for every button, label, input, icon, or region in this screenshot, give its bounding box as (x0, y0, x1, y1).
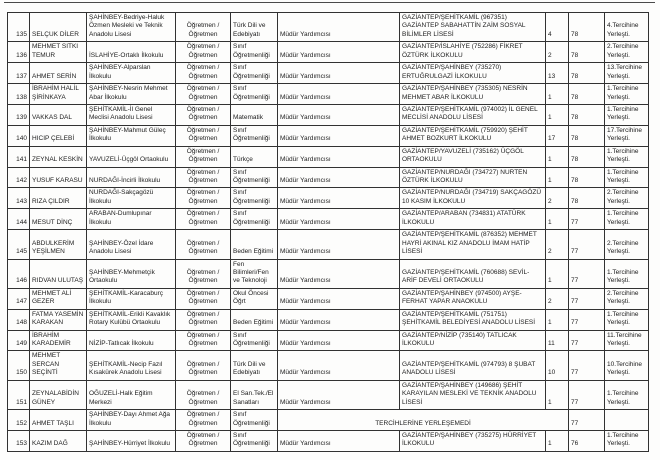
table-row (8, 351, 649, 380)
score-cell: 77 (569, 380, 605, 409)
assigned-school-cell: GAZİANTEP/ŞEHİTKAMİL (974793) 8 ŞUBAT ANADOLU LİSESİ (400, 351, 546, 380)
assigned-school-cell: GAZİANTEP/İSLAHİYE (752286) FİKRET ÖZTÜRK İLKOKULU (400, 42, 546, 63)
score-cell: 78 (569, 167, 605, 188)
teacher-name-cell: İBRAHİM KARADEMİR (30, 330, 87, 351)
current-school-cell: ŞEHİTKAMİL-Necip Fazıl Kısakürek Anadolu Lisesi (87, 351, 176, 380)
row-number-cell: 137 (8, 63, 30, 84)
row-number-cell: 144 (8, 209, 30, 230)
placement-result-cell (605, 410, 649, 431)
preference-order-cell: 13 (546, 63, 569, 84)
branch-cell: Türkçe (231, 146, 278, 167)
table-row (8, 288, 649, 309)
table-row (8, 330, 649, 351)
current-school-cell: ŞEHİTKAMİL-Erikli Kavaklık Rotary Kulübü Ortaokulu (87, 309, 176, 330)
row-number-cell: 136 (8, 42, 30, 63)
assigned-school-cell: GAZİANTEP/NİZİP (735140) TATLICAK İLKOKULU (400, 330, 546, 351)
placement-result-cell: 1.Tercihine Yerleşti. (605, 209, 649, 230)
branch-cell: Sınıf Öğretmenliği (231, 125, 278, 146)
preference-order-cell: 1 (546, 430, 569, 451)
row-number-cell: 153 (8, 430, 30, 451)
current-school-cell: NURDAĞI-İncirli İlkokulu (87, 167, 176, 188)
placement-result-cell: 1.Tercihine Yerleşti. (605, 167, 649, 188)
placement-result-cell: 1.Tercihine Yerleşti. (605, 259, 649, 288)
placement-result-cell: 2.Tercihine Yerleşti. (605, 188, 649, 209)
placement-result-cell: 13.Tercihine Yerleşti. (605, 63, 649, 84)
score-cell: 78 (569, 84, 605, 105)
table-row (8, 309, 649, 330)
assigned-school-cell: GAZİANTEP/ŞEHİTKAMİL (876352) MEHMET HAYRİ AKINAL KIZ ANADOLU İMAM HATİP LİSESİ (400, 230, 546, 259)
row-number-cell: 140 (8, 125, 30, 146)
table-row (8, 410, 649, 431)
score-cell: 77 (569, 309, 605, 330)
placement-result-cell: 2.Tercihine Yerleşti. (605, 288, 649, 309)
score-cell: 78 (569, 63, 605, 84)
position-cell: Öğretmen / Öğretmen (176, 309, 231, 330)
position-cell: Öğretmen / Öğretmen (176, 13, 231, 42)
current-school-cell: OĞUZELİ-Halk Eğitim Merkezi (87, 380, 176, 409)
teacher-name-cell: İBRAHİM HALİL ŞİRİNKAYA (30, 84, 87, 105)
current-school-cell: ŞAHİNBEY-Dayı Ahmet Ağa İlkokulu (87, 410, 176, 431)
score-cell: 77 (569, 288, 605, 309)
assigned-school-cell: GAZİANTEP/YAVUZELİ (735162) ÜÇGÖL ORTAOKULU (400, 146, 546, 167)
teacher-name-cell: KAZIM DAĞ (30, 430, 87, 451)
applied-role-cell: Müdür Yardımcısı (278, 146, 400, 167)
assigned-school-cell: GAZİANTEP/NURDAĞI (734727) NURTEN ÖZTÜRK İLKOKULU (400, 167, 546, 188)
placement-result-cell: 17.Tercihine Yerleşti. (605, 125, 649, 146)
row-number-cell: 135 (8, 13, 30, 42)
applied-role-cell: Müdür Yardımcısı (278, 430, 400, 451)
preference-order-cell: 17 (546, 125, 569, 146)
branch-cell: Sınıf Öğretmenliği (231, 188, 278, 209)
placement-result-cell: 1.Tercihine Yerleşti. (605, 430, 649, 451)
assigned-school-cell: GAZİANTEP/ŞEHİTKAMİL (974002) İL GENEL MECLİSİ ANADOLU LİSESİ (400, 104, 546, 125)
teacher-name-cell: ZEYNAL KESKİN (30, 146, 87, 167)
applied-role-cell: Müdür Yardımcısı (278, 167, 400, 188)
position-cell: Öğretmen / Öğretmen (176, 167, 231, 188)
table-row (8, 209, 649, 230)
row-number-cell: 143 (8, 188, 30, 209)
score-cell: 78 (569, 125, 605, 146)
placement-result-cell: 1.Tercihine Yerleşti. (605, 146, 649, 167)
table-row (8, 146, 649, 167)
placement-result-cell: 1.Tercihine Yerleşti. (605, 309, 649, 330)
table-row (8, 380, 649, 409)
position-cell: Öğretmen / Öğretmen (176, 42, 231, 63)
position-cell: Öğretmen / Öğretmen (176, 125, 231, 146)
score-cell: 78 (569, 42, 605, 63)
placement-result-cell: 2.Tercihine Yerleşti. (605, 230, 649, 259)
score-cell: 76 (569, 430, 605, 451)
applied-role-cell: Müdür Yardımcısı (278, 125, 400, 146)
score-cell: 77 (569, 209, 605, 230)
branch-cell: El San.Tek./El Sanatları (231, 380, 278, 409)
preference-order-cell: 1 (546, 209, 569, 230)
page-top-rule (4, 2, 655, 3)
branch-cell: Sınıf Öğretmenliği (231, 209, 278, 230)
no-placement-note: TERCİHLERİNE YERLEŞEMEDİ (278, 410, 569, 431)
preference-order-cell: 1 (546, 380, 569, 409)
applied-role-cell: Müdür Yardımcısı (278, 63, 400, 84)
placement-result-cell: 2.Tercihine Yerleşti. (605, 42, 649, 63)
table-row (8, 167, 649, 188)
row-number-cell: 152 (8, 410, 30, 431)
row-number-cell: 145 (8, 230, 30, 259)
applied-role-cell: Müdür Yardımcısı (278, 42, 400, 63)
position-cell: Öğretmen / Öğretmen (176, 430, 231, 451)
row-number-cell: 142 (8, 167, 30, 188)
applied-role-cell: Müdür Yardımcısı (278, 209, 400, 230)
applied-role-cell: Müdür Yardımcısı (278, 288, 400, 309)
applied-role-cell: Müdür Yardımcısı (278, 309, 400, 330)
row-number-cell: 150 (8, 351, 30, 380)
branch-cell: Sınıf Öğretmenliği (231, 410, 278, 431)
assigned-school-cell: GAZİANTEP/ŞEHİTKAMİL (967351) GAZİANTEP SABAHATTİN ZAİM SOSYAL BİLİMLER LİSESİ (400, 13, 546, 42)
teacher-name-cell: MEHMET SITKI TEMUR (30, 42, 87, 63)
teacher-name-cell: RIDVAN ULUTAŞ (30, 259, 87, 288)
preference-order-cell: 1 (546, 104, 569, 125)
applied-role-cell: Müdür Yardımcısı (278, 330, 400, 351)
teacher-name-cell: MEHMET ALİ GEZER (30, 288, 87, 309)
current-school-cell: NİZİP-Tatlıcak İlkokulu (87, 330, 176, 351)
teacher-assignment-table (7, 12, 649, 452)
row-number-cell: 149 (8, 330, 30, 351)
current-school-cell: ŞEHİTKAMİL-Karacaburç İlkokulu (87, 288, 176, 309)
current-school-cell: ŞAHİNBEY-Alparslan İlkokulu (87, 63, 176, 84)
placement-result-cell: 1.Tercihine Yerleşti. (605, 84, 649, 105)
applied-role-cell: Müdür Yardımcısı (278, 351, 400, 380)
branch-cell: Sınıf Öğretmenliği (231, 63, 278, 84)
table-row (8, 13, 649, 42)
preference-order-cell: 11 (546, 330, 569, 351)
position-cell: Öğretmen / Öğretmen (176, 351, 231, 380)
preference-order-cell: 1 (546, 84, 569, 105)
row-number-cell: 151 (8, 380, 30, 409)
placement-result-cell: 1.Tercihine Yerleşti. (605, 380, 649, 409)
preference-order-cell: 2 (546, 230, 569, 259)
teacher-name-cell: FATMA YASEMİN KARAKAN (30, 309, 87, 330)
table-row (8, 42, 649, 63)
applied-role-cell: Müdür Yardımcısı (278, 380, 400, 409)
applied-role-cell: Müdür Yardımcısı (278, 259, 400, 288)
position-cell: Öğretmen / Öğretmen (176, 146, 231, 167)
placement-result-cell: 10.Tercihine Yerleşti. (605, 351, 649, 380)
branch-cell: Beden Eğitimi (231, 230, 278, 259)
teacher-name-cell: AHMET SERİN (30, 63, 87, 84)
current-school-cell: ŞAHİNBEY-Özel İdare Anadolu Lisesi (87, 230, 176, 259)
row-number-cell: 147 (8, 288, 30, 309)
teacher-name-cell: ABDULKERİM YEŞİLMEN (30, 230, 87, 259)
assignment-table-body (8, 13, 649, 452)
preference-order-cell: 2 (546, 188, 569, 209)
branch-cell: Okul Öncesi Öğrt (231, 288, 278, 309)
score-cell: 77 (569, 230, 605, 259)
position-cell: Öğretmen / Öğretmen (176, 380, 231, 409)
preference-order-cell: 10 (546, 351, 569, 380)
assigned-school-cell: GAZİANTEP/ŞEHİTKAMİL (751751) ŞEHİTKAMİL BELEDİYESİ ANADOLU LİSESİ (400, 309, 546, 330)
teacher-name-cell: YUSUF KARASU (30, 167, 87, 188)
position-cell: Öğretmen / Öğretmen (176, 330, 231, 351)
row-number-cell: 141 (8, 146, 30, 167)
position-cell: Öğretmen / Öğretmen (176, 104, 231, 125)
teacher-name-cell: RIZA ÇILDIR (30, 188, 87, 209)
table-row (8, 84, 649, 105)
score-cell: 77 (569, 330, 605, 351)
branch-cell: Türk Dili ve Edebiyatı (231, 13, 278, 42)
table-row (8, 188, 649, 209)
branch-cell: Sınıf Öğretmenliği (231, 430, 278, 451)
position-cell: Öğretmen / Öğretmen (176, 209, 231, 230)
teacher-name-cell: HICIP ÇELEBİ (30, 125, 87, 146)
score-cell: 77 (569, 259, 605, 288)
position-cell: Öğretmen / Öğretmen (176, 259, 231, 288)
assigned-school-cell: GAZİANTEP/ŞAHİNBEY (735305) NESRİN MEHMET ABAR İLKOKULU (400, 84, 546, 105)
current-school-cell: ŞEHİTKAMİL-İl Genel Meclisi Anadolu Lisesi (87, 104, 176, 125)
applied-role-cell: Müdür Yardımcısı (278, 13, 400, 42)
current-school-cell: ŞAHİNBEY-Bedriye-Haluk Özmen Mesleki ve Teknik Anadolu Lisesi (87, 13, 176, 42)
assigned-school-cell: GAZİANTEP/ŞAHİNBEY (149686) ŞEHİT KARAYILAN MESLEKİ VE TEKNİK ANADOLU LİSESİ (400, 380, 546, 409)
preference-order-cell: 2 (546, 42, 569, 63)
position-cell: Öğretmen / Öğretmen (176, 288, 231, 309)
branch-cell: Sınıf Öğretmenliği (231, 84, 278, 105)
branch-cell: Fen Bilimleri/Fen ve Teknoloji (231, 259, 278, 288)
position-cell: Öğretmen / Öğretmen (176, 410, 231, 431)
current-school-cell: ŞAHİNBEY-Mehmetçik Ortaokulu (87, 259, 176, 288)
preference-order-cell: 4 (546, 13, 569, 42)
score-cell: 77 (569, 410, 605, 431)
branch-cell: Sınıf Öğretmenliği (231, 167, 278, 188)
position-cell: Öğretmen / Öğretmen (176, 63, 231, 84)
teacher-name-cell: MEHMET SERCAN SEÇİNTİ (30, 351, 87, 380)
assigned-school-cell: GAZİANTEP/ŞEHİTKAMİL (759920) ŞEHİT AHMET BOZKURT İLKOKULU (400, 125, 546, 146)
assigned-school-cell: GAZİANTEP/NURDAĞI (734719) SAKÇAGÖZÜ 10 KASIM İLKOKULU (400, 188, 546, 209)
row-number-cell: 146 (8, 259, 30, 288)
assigned-school-cell: GAZİANTEP/ŞAHİNBEY (974500) AYŞE-FERHAT YAPAR ANAOKULU (400, 288, 546, 309)
placement-result-cell: 1.Tercihine Yerleşti. (605, 104, 649, 125)
preference-order-cell: 2 (546, 288, 569, 309)
table-row (8, 430, 649, 451)
preference-order-cell: 1 (546, 167, 569, 188)
branch-cell: Sınıf Öğretmenliği (231, 330, 278, 351)
teacher-name-cell: AHMET TAŞLI (30, 410, 87, 431)
current-school-cell: ARABAN-Dumlupınar İlkokulu (87, 209, 176, 230)
row-number-cell: 139 (8, 104, 30, 125)
placement-result-cell: 11.Tercihine Yerleşti. (605, 330, 649, 351)
current-school-cell: ŞAHİNBEY-Nesrin Mehmet Abar İlkokulu (87, 84, 176, 105)
score-cell: 78 (569, 188, 605, 209)
current-school-cell: YAVUZELİ-Üçgöl Ortaokulu (87, 146, 176, 167)
branch-cell: Matematik (231, 104, 278, 125)
current-school-cell: NURDAĞI-Sakçagözü İlkokulu (87, 188, 176, 209)
table-row (8, 230, 649, 259)
score-cell: 78 (569, 146, 605, 167)
row-number-cell: 148 (8, 309, 30, 330)
preference-order-cell: 1 (546, 146, 569, 167)
applied-role-cell: Müdür Yardımcısı (278, 230, 400, 259)
applied-role-cell: Müdür Yardımcısı (278, 188, 400, 209)
teacher-name-cell: VAKKAS DAL (30, 104, 87, 125)
branch-cell: Beden Eğitimi (231, 309, 278, 330)
applied-role-cell: Müdür Yardımcısı (278, 104, 400, 125)
teacher-name-cell: SELÇUK DİLER (30, 13, 87, 42)
table-row (8, 259, 649, 288)
preference-order-cell: 1 (546, 309, 569, 330)
current-school-cell: İSLAHİYE-Ortaklı İlkokulu (87, 42, 176, 63)
assigned-school-cell: GAZİANTEP/ARABAN (734831) ATATÜRK İLKOKULU (400, 209, 546, 230)
position-cell: Öğretmen / Öğretmen (176, 188, 231, 209)
position-cell: Öğretmen / Öğretmen (176, 84, 231, 105)
table-row (8, 104, 649, 125)
score-cell: 77 (569, 351, 605, 380)
assigned-school-cell: GAZİANTEP/ŞAHİNBEY (735270) ERTUĞRULGAZİ İLKOKULU (400, 63, 546, 84)
position-cell: Öğretmen / Öğretmen (176, 230, 231, 259)
teacher-name-cell: MESUT DİNÇ (30, 209, 87, 230)
score-cell: 78 (569, 104, 605, 125)
assigned-school-cell: GAZİANTEP/ŞAHİNBEY (735275) HÜRRİYET İLKOKULU (400, 430, 546, 451)
preference-order-cell: 1 (546, 259, 569, 288)
teacher-name-cell: ZEYNALABİDİN GÜNEY (30, 380, 87, 409)
row-number-cell: 138 (8, 84, 30, 105)
branch-cell: Türk Dili ve Edebiyatı (231, 351, 278, 380)
score-cell: 78 (569, 13, 605, 42)
branch-cell: Sınıf Öğretmenliği (231, 42, 278, 63)
current-school-cell: ŞAHİNBEY-Hürriyet İlkokulu (87, 430, 176, 451)
assigned-school-cell: GAZİANTEP/ŞEHİTKAMİL (760688) SEVİL-ARİF DEVELİ ORTAOKULU (400, 259, 546, 288)
table-row (8, 125, 649, 146)
placement-result-cell: 4.Tercihine Yerleşti. (605, 13, 649, 42)
applied-role-cell: Müdür Yardımcısı (278, 84, 400, 105)
table-row (8, 63, 649, 84)
current-school-cell: ŞAHİNBEY-Mahmut Güleç İlkokulu (87, 125, 176, 146)
